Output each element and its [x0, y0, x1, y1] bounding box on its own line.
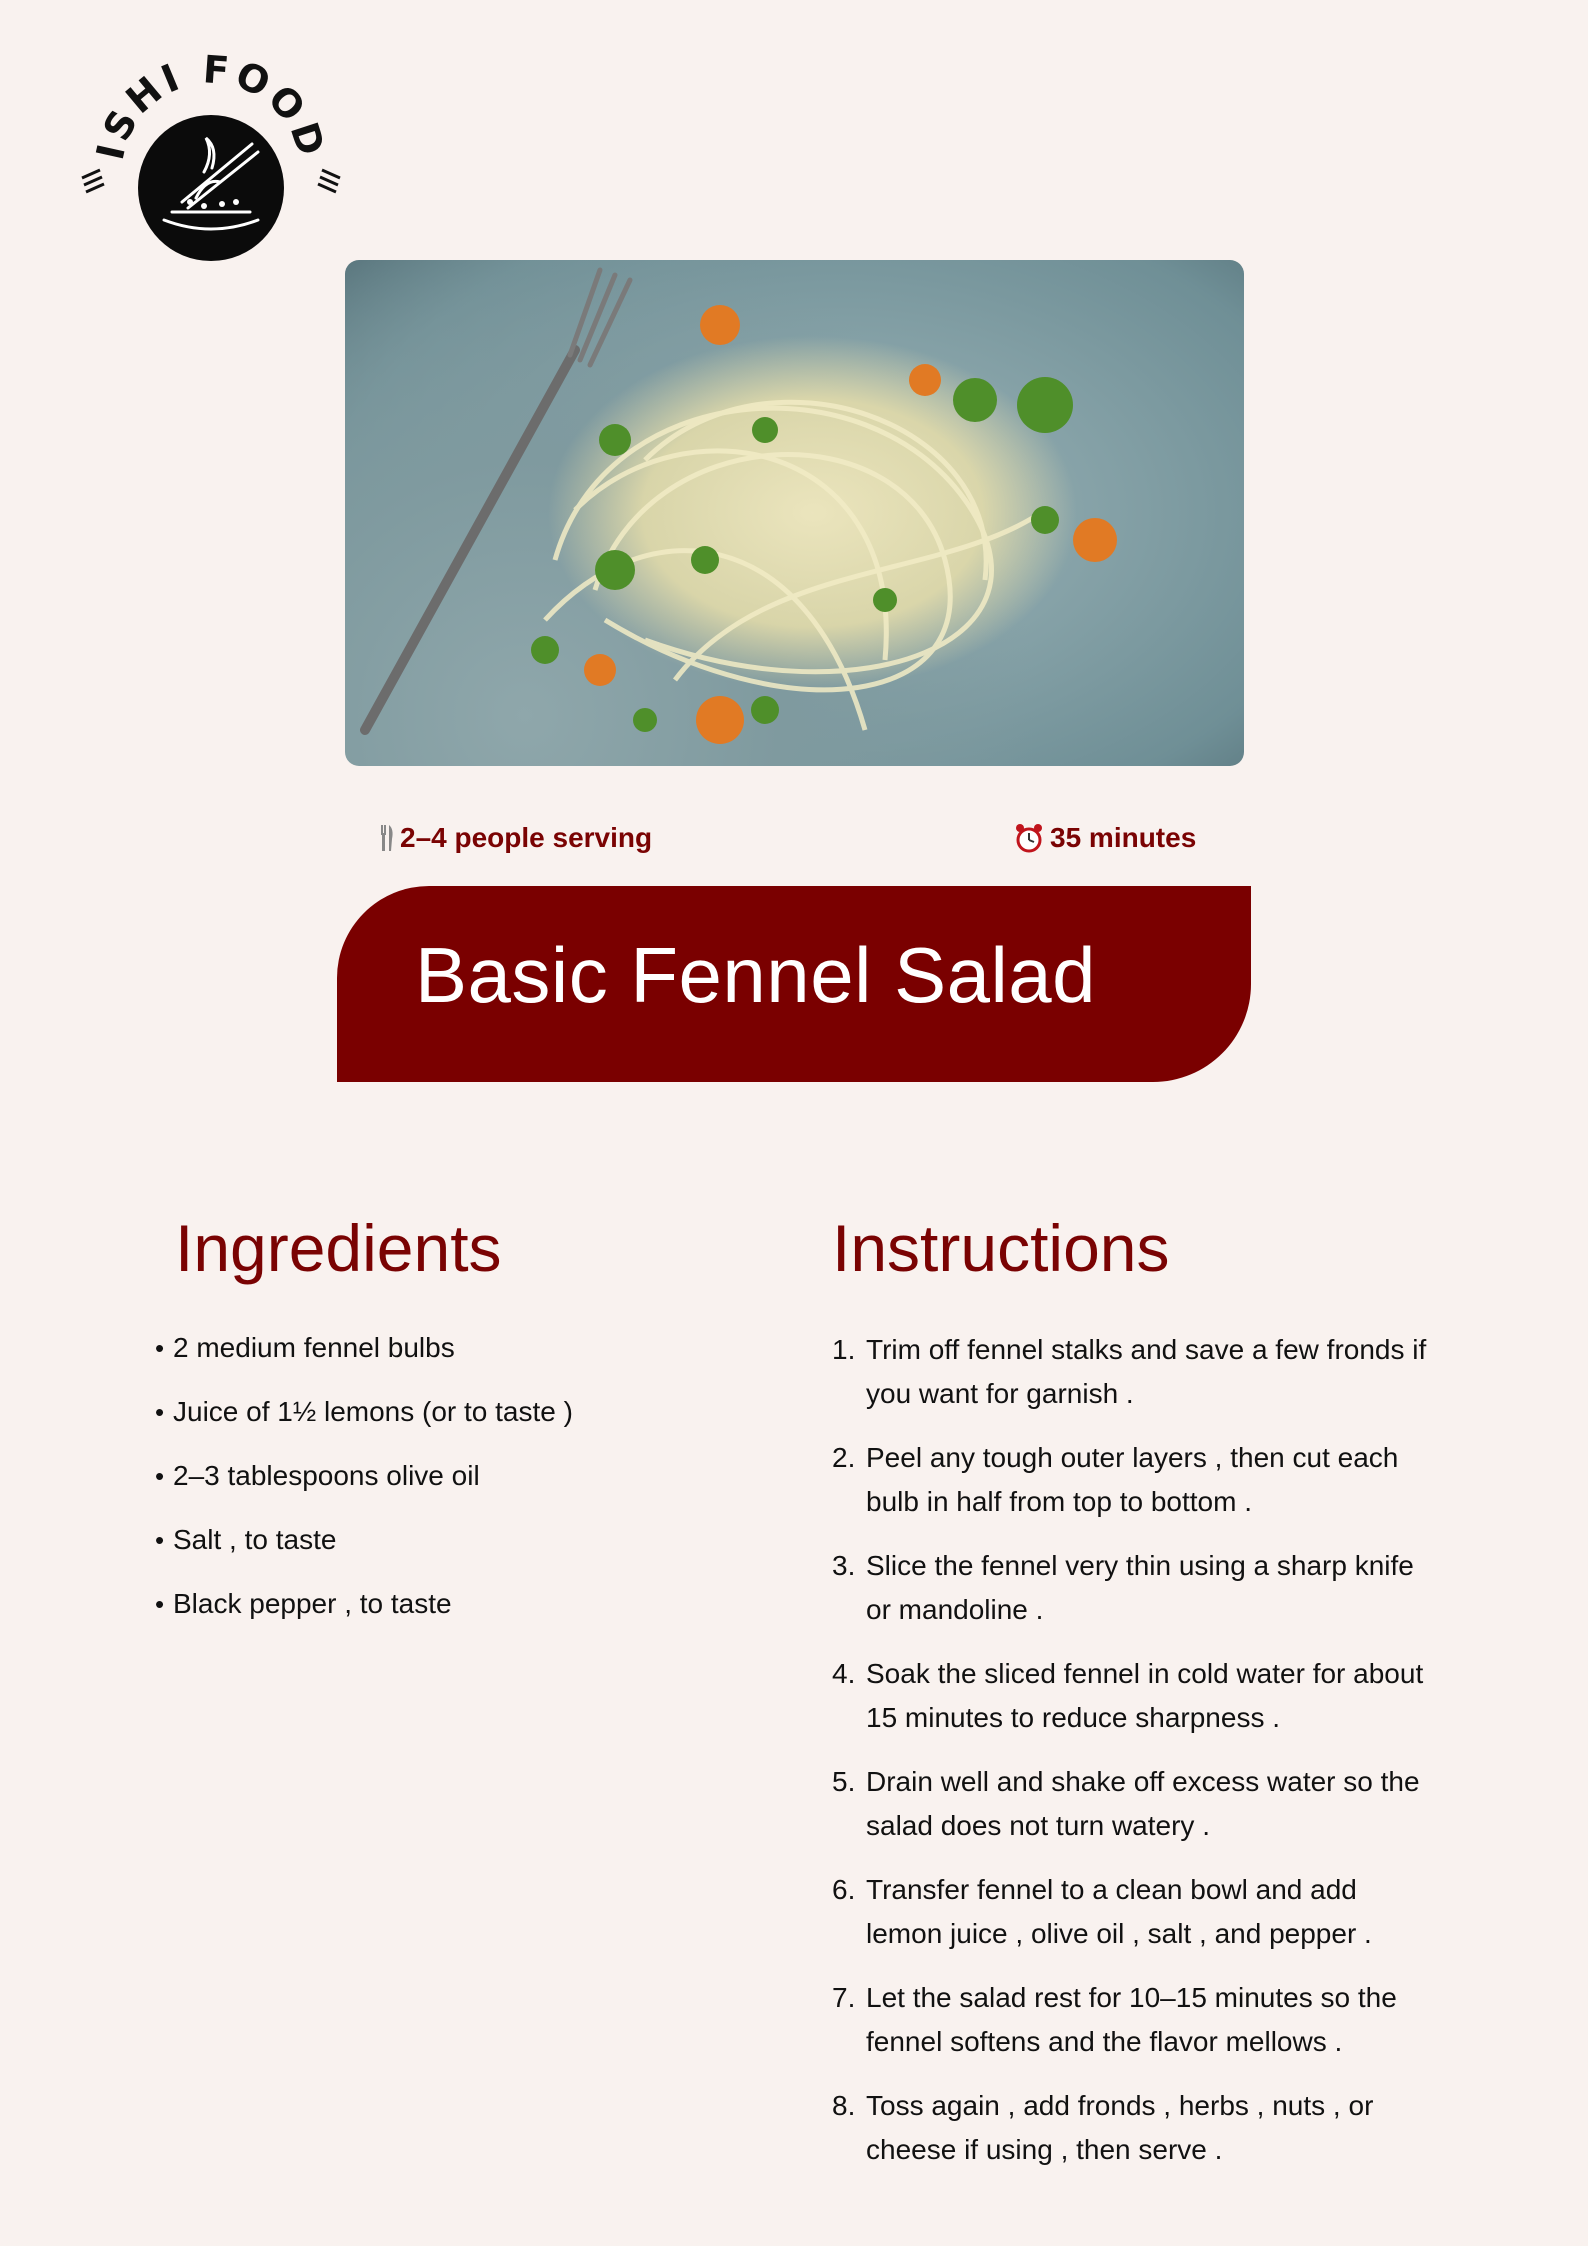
svg-text:YISHI FOODS: ISHI FOOD — [87, 52, 335, 165]
step-number: 3. — [832, 1550, 856, 1581]
instruction-step — [832, 2084, 1432, 2172]
ingredient-text: 2 medium fennel bulbs — [173, 1332, 455, 1363]
instruction-step — [832, 1436, 1432, 1524]
step-number: 2. — [832, 1442, 856, 1473]
ingredient-item — [155, 1392, 715, 1432]
ingredient-item — [155, 1584, 715, 1624]
instruction-step — [832, 1544, 1432, 1632]
step-text: Transfer fennel to a clean bowl and add lemon juice , olive oil , salt , and pepper . — [866, 1874, 1372, 1949]
serving-text: 2–4 people serving — [400, 822, 653, 853]
ingredient-text: 2–3 tablespoons olive oil — [173, 1460, 480, 1491]
ingredient-item — [155, 1456, 715, 1496]
step-text: Peel any tough outer layers , then cut each bulb in half from top to bottom . — [866, 1442, 1399, 1517]
bullet-icon: • — [155, 1333, 165, 1363]
alarm-clock-icon — [1014, 823, 1044, 853]
step-text: Toss again , add fronds , herbs , nuts , or cheese if using , then serve . — [866, 2090, 1374, 2165]
step-text: Soak the sliced fennel in cold water for about 15 minutes to reduce sharpness . — [866, 1658, 1424, 1733]
step-text: Drain well and shake off excess water so the salad does not turn watery . — [866, 1766, 1420, 1841]
instruction-step — [832, 1868, 1432, 1956]
ingredients-list — [155, 1328, 715, 1648]
serving-info — [380, 820, 652, 856]
time-info — [1014, 820, 1196, 856]
step-text: Trim off fennel stalks and save a few fronds if you want for garnish . — [866, 1334, 1427, 1409]
instruction-step — [832, 1760, 1432, 1848]
step-number: 5. — [832, 1766, 856, 1797]
instruction-step — [832, 1652, 1432, 1740]
bullet-icon: • — [155, 1461, 165, 1491]
step-number: 8. — [832, 2090, 856, 2121]
ingredient-item — [155, 1520, 715, 1560]
instruction-step — [832, 1328, 1432, 1416]
instruction-step — [832, 1976, 1432, 2064]
ingredient-text: Salt , to taste — [173, 1524, 337, 1555]
bullet-icon: • — [155, 1525, 165, 1555]
fork-knife-icon — [380, 823, 394, 853]
pasta-dish-illustration — [345, 260, 1244, 766]
step-text: Let the salad rest for 10–15 minutes so the fennel softens and the flavor mellows . — [866, 1982, 1397, 2057]
yishi-foods-logo-icon — [72, 52, 350, 274]
brand-logo — [72, 52, 350, 274]
step-text: Slice the fennel very thin using a sharp knife or mandoline . — [866, 1550, 1414, 1625]
title-banner — [337, 886, 1251, 1082]
ingredients-heading: Ingredients — [175, 1211, 502, 1285]
step-number: 4. — [832, 1658, 856, 1689]
instructions-heading: Instructions — [832, 1211, 1170, 1285]
bullet-icon: • — [155, 1397, 165, 1427]
ingredient-item — [155, 1328, 715, 1368]
ingredient-text: Juice of 1½ lemons (or to taste ) — [173, 1396, 573, 1427]
recipe-title: Basic Fennel Salad — [415, 931, 1097, 1019]
instructions-list — [832, 1328, 1432, 2192]
step-number: 1. — [832, 1334, 856, 1365]
time-text: 35 minutes — [1050, 822, 1197, 853]
ingredient-text: Black pepper , to taste — [173, 1588, 452, 1619]
step-number: 7. — [832, 1982, 856, 2013]
bullet-icon: • — [155, 1589, 165, 1619]
step-number: 6. — [832, 1874, 856, 1905]
dish-photo — [345, 260, 1244, 766]
